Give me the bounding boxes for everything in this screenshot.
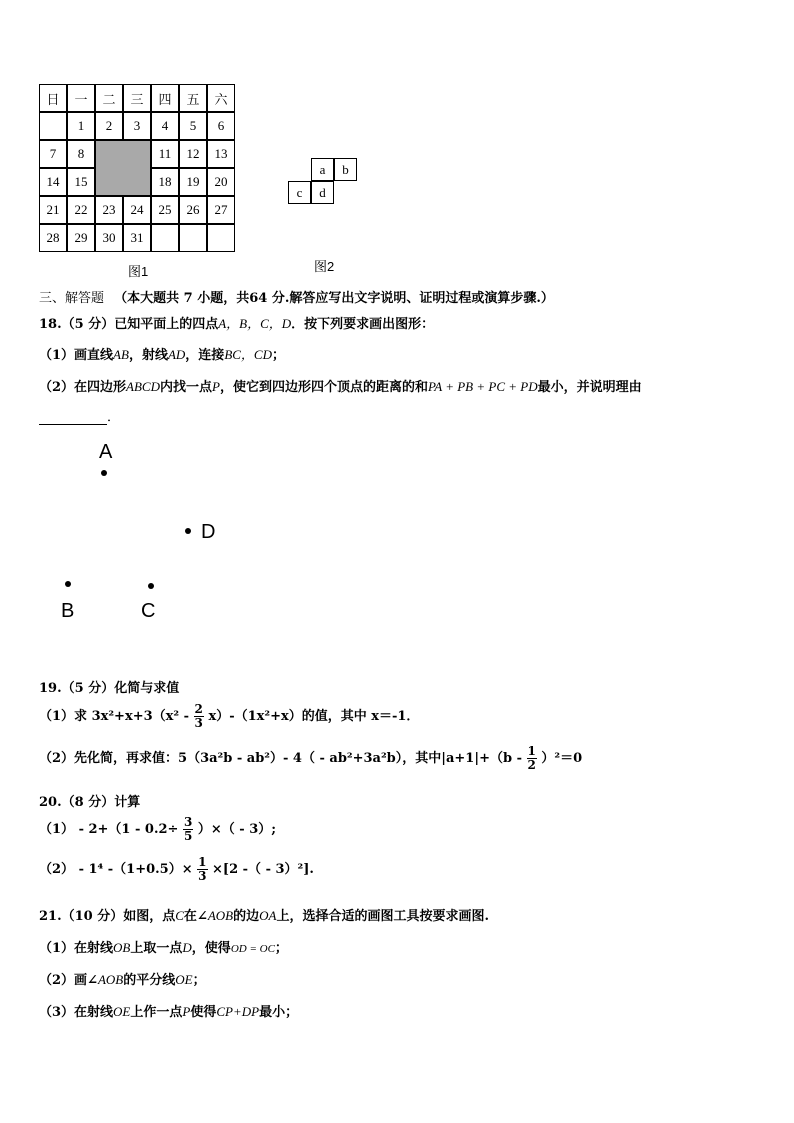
q18-part2: （2）在四边形ABCD内找一点P，使它到四边形四个顶点的距离的和PA + PB + PC + PD最小，并说明理由 [39,379,642,395]
net-cell-d: d [311,181,334,204]
calendar-figure [39,84,234,251]
calendar-cell: 1 [67,112,95,140]
calendar-cell: 6 [207,112,235,140]
calendar-header-cell: 六 [207,84,235,112]
q19-part2: （2）先化简，再求值：5（3a²b - ab²）- 4（ - ab²+3a²b），其中|a+1|+（b - $\frac{1}{2}$ ）²＝0 [39,744,583,772]
q21-title: 21.（10 分）如图，点C在∠AOB的边OA上，选择合适的画图工具按要求画图. [39,908,489,924]
calendar-cell: 11 [151,140,179,168]
calendar-cell: 15 [67,168,95,196]
calendar-cell [39,112,67,140]
calendar-cell: 27 [207,196,235,224]
calendar-header-cell: 日 [39,84,67,112]
q21-part3: （3）在射线OE上作一点P使得CP+DP最小； [39,1004,299,1020]
calendar-cell: 25 [151,196,179,224]
figure2-caption: 图2 [314,259,335,274]
point-b [65,581,71,587]
calendar-cell: 18 [151,168,179,196]
fraction-1-2: $\frac{1}{2}$ [527,744,536,772]
q20-title: 20.（8 分）计算 [39,795,141,810]
calendar-cell: 4 [151,112,179,140]
calendar-cell: 23 [95,196,123,224]
calendar-cell: 13 [207,140,235,168]
q20-part2: （2） - 1⁴ -（1+0.5）× $\frac{1}{3}$ ×[2 -（ - 3）²]. [39,855,314,883]
calendar-cell: 20 [207,168,235,196]
calendar-cell: 28 [39,224,67,252]
calendar-cell [207,224,235,252]
point-label-d: D [201,521,216,543]
calendar-cell: 8 [67,140,95,168]
calendar-header-cell: 五 [179,84,207,112]
fraction-1-3: $\frac{1}{3}$ [198,855,207,883]
q19-title: 19.（5 分）化简与求值 [39,681,180,696]
net-cell-a: a [311,158,334,181]
q20-part1: （1） - 2+（1 - 0.2÷ $\frac{3}{5}$ ）×（ - 3）; [39,815,277,843]
point-a [101,470,107,476]
calendar-cell: 24 [123,196,151,224]
net-cell-b: b [334,158,357,181]
q21-part1: （1）在射线OB上取一点D，使得OD = OC； [39,940,288,956]
calendar-cell: 22 [67,196,95,224]
point-c [148,583,154,589]
point-label-b: B [61,600,75,622]
q18-title: 18.（5 分）已知平面上的四点A，B，C，D．按下列要求画出图形： [39,316,435,332]
calendar-cell: 21 [39,196,67,224]
calendar-covered-block [95,140,151,196]
calendar-cell: 3 [123,112,151,140]
calendar-header-cell: 一 [67,84,95,112]
calendar-cell: 12 [179,140,207,168]
calendar-header-cell: 三 [123,84,151,112]
fraction-2-3: $\frac{2}{3}$ [194,702,203,730]
section-heading: 三、解答题 （本大题共 7 小题，共64 分.解答应写出文字说明、证明过程或演算步骤.） [39,291,554,306]
calendar-cell: 30 [95,224,123,252]
calendar-cell [179,224,207,252]
calendar-cell: 26 [179,196,207,224]
calendar-cell: 14 [39,168,67,196]
q18-part1: （1）画直线AB，射线AD，连接BC，CD； [39,347,285,363]
calendar-cell: 29 [67,224,95,252]
q18-answer-blank: ． [39,406,120,425]
calendar-header-cell: 四 [151,84,179,112]
calendar-cell [151,224,179,252]
point-d [185,528,191,534]
net-cell-c: c [288,181,311,204]
calendar-cell: 19 [179,168,207,196]
calendar-header-cell: 二 [95,84,123,112]
calendar-cell: 2 [95,112,123,140]
point-label-c: C [141,600,156,622]
calendar-cell: 5 [179,112,207,140]
calendar-cell: 31 [123,224,151,252]
calendar-cell: 7 [39,140,67,168]
q21-part2: （2）画∠AOB的平分线OE； [39,972,206,988]
point-label-a: A [99,441,113,463]
figure1-caption: 图1 [128,264,149,279]
q19-part1: （1）求 3x²+x+3（x² - $\frac{2}{3}$ x）-（1x²+x）的值，其中 x＝-1． [39,702,420,730]
fraction-3-5: $\frac{3}{5}$ [183,815,193,843]
